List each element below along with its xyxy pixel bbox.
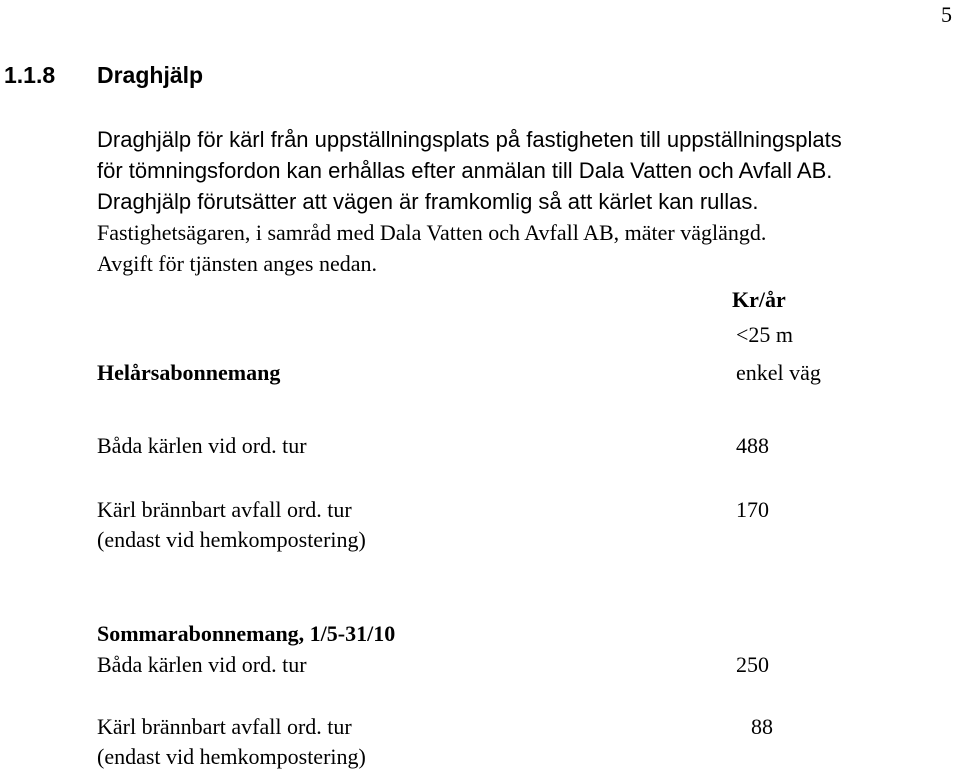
type-header: enkel väg bbox=[736, 360, 821, 385]
page-number: 5 bbox=[941, 2, 952, 27]
row-value: 88 bbox=[751, 714, 773, 739]
row-value: 250 bbox=[736, 652, 769, 677]
row-value: 488 bbox=[736, 433, 769, 458]
unit-header: Kr/år bbox=[732, 287, 786, 312]
row-label: Båda kärlen vid ord. tur bbox=[97, 652, 307, 677]
row-value: 170 bbox=[736, 497, 769, 522]
row-label: Båda kärlen vid ord. tur bbox=[97, 433, 307, 458]
paragraph-line: för tömningsfordon kan erhållas efter anmälan till Dala Vatten och Avfall AB. bbox=[97, 158, 833, 183]
row-label: Kärl brännbart avfall ord. tur bbox=[97, 714, 352, 739]
row-label: Kärl brännbart avfall ord. tur bbox=[97, 497, 352, 522]
distance-header: <25 m bbox=[736, 322, 794, 347]
row-sublabel: (endast vid hemkompostering) bbox=[97, 527, 366, 552]
paragraph-line: Avgift för tjänsten anges nedan. bbox=[97, 251, 378, 276]
section-heading bbox=[4, 62, 404, 92]
section-number: 1.1.8 bbox=[4, 62, 56, 88]
intro-paragraph bbox=[97, 124, 842, 279]
paragraph-line: Draghjälp förutsätter att vägen är framkomlig så att kärlet kan rullas. bbox=[97, 189, 759, 214]
year-round-heading: Helårsabonnemang bbox=[97, 360, 281, 385]
paragraph-line: Draghjälp för kärl från uppställningsplats på fastigheten till uppställningsplats bbox=[97, 127, 842, 152]
summer-heading: Sommarabonnemang, 1/5-31/10 bbox=[97, 621, 396, 646]
row-sublabel: (endast vid hemkompostering) bbox=[97, 744, 366, 769]
section-title: Draghjälp bbox=[97, 62, 204, 88]
paragraph-line: Fastighetsägaren, i samråd med Dala Vatten och Avfall AB, mäter väglängd. bbox=[97, 220, 767, 245]
